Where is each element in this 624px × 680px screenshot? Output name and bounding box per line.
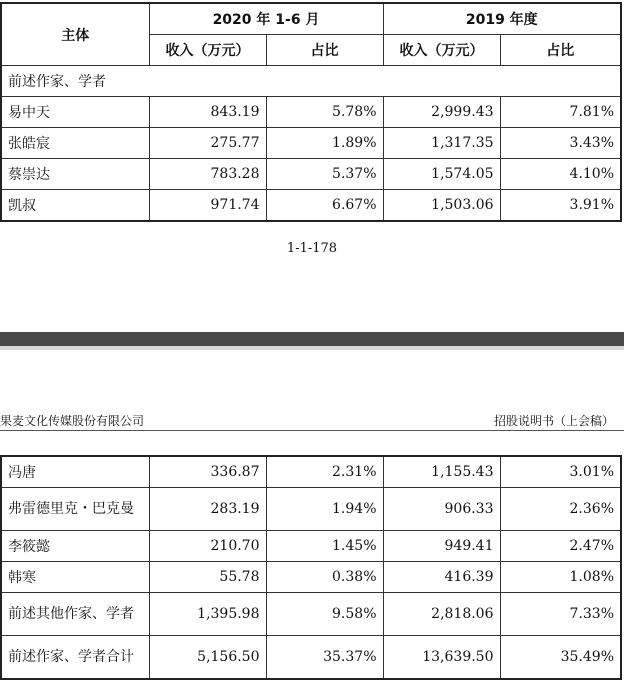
page-break-divider	[0, 332, 624, 346]
author-name: 易中天	[1, 97, 149, 128]
section-row	[1, 66, 621, 97]
share-value: 3.43%	[500, 128, 621, 159]
table-row	[1, 190, 621, 222]
revenue-value: 1,317.35	[383, 128, 500, 159]
revenue-value: 1,574.05	[383, 159, 500, 190]
revenue-table-top	[0, 2, 622, 222]
author-name: 前述其他作家、学者	[1, 593, 149, 636]
share-header: 占比	[266, 35, 383, 66]
share-value: 3.91%	[500, 190, 621, 222]
share-value: 2.36%	[500, 488, 621, 531]
revenue-value: 210.70	[149, 531, 266, 562]
share-value: 7.81%	[500, 97, 621, 128]
revenue-header: 收入（万元）	[383, 35, 500, 66]
revenue-value: 906.33	[383, 488, 500, 531]
revenue-value: 2,999.43	[383, 97, 500, 128]
share-value: 6.67%	[266, 190, 383, 222]
table-row	[1, 128, 621, 159]
table-row	[1, 593, 621, 636]
header-row-periods	[1, 3, 621, 35]
author-name: 张皓宸	[1, 128, 149, 159]
revenue-value: 55.78	[149, 562, 266, 593]
revenue-value: 1,503.06	[383, 190, 500, 222]
revenue-value: 2,818.06	[383, 593, 500, 636]
header-rule	[0, 430, 624, 431]
share-value: 3.01%	[500, 456, 621, 488]
page-number: 1-1-178	[286, 241, 338, 256]
section-label: 前述作家、学者	[1, 66, 621, 97]
share-value: 2.31%	[266, 456, 383, 488]
share-value: 1.94%	[266, 488, 383, 531]
author-name: 凯叔	[1, 190, 149, 222]
table-row	[1, 159, 621, 190]
table-row	[1, 97, 621, 128]
revenue-value: 275.77	[149, 128, 266, 159]
period1-header: 2020 年 1-6 月	[149, 3, 383, 35]
revenue-value: 283.19	[149, 488, 266, 531]
share-value: 35.49%	[500, 636, 621, 680]
entity-header: 主体	[1, 3, 149, 66]
table-row	[1, 456, 621, 488]
table-row	[1, 531, 621, 562]
author-name: 冯唐	[1, 456, 149, 488]
share-value: 9.58%	[266, 593, 383, 636]
author-name: 蔡崇达	[1, 159, 149, 190]
revenue-value: 1,155.43	[383, 456, 500, 488]
page-break-shadow	[0, 346, 624, 350]
period2-header: 2019 年度	[383, 3, 621, 35]
revenue-header: 收入（万元）	[149, 35, 266, 66]
revenue-value: 843.19	[149, 97, 266, 128]
share-header: 占比	[500, 35, 621, 66]
total-row	[1, 636, 621, 680]
share-value: 1.08%	[500, 562, 621, 593]
revenue-value: 971.74	[149, 190, 266, 222]
company-name: 果麦文化传媒股份有限公司	[0, 414, 145, 428]
revenue-value: 1,395.98	[149, 593, 266, 636]
share-value: 1.89%	[266, 128, 383, 159]
table-row	[1, 488, 621, 531]
revenue-table-bottom	[0, 455, 622, 680]
revenue-value: 949.41	[383, 531, 500, 562]
author-name: 韩寒	[1, 562, 149, 593]
document-type: 招股说明书（上会稿）	[493, 414, 614, 428]
share-value: 7.33%	[500, 593, 621, 636]
total-label: 前述作家、学者合计	[1, 636, 149, 680]
author-name: 李筱懿	[1, 531, 149, 562]
table-row	[1, 562, 621, 593]
revenue-value: 416.39	[383, 562, 500, 593]
share-value: 5.78%	[266, 97, 383, 128]
revenue-value: 336.87	[149, 456, 266, 488]
revenue-value: 13,639.50	[383, 636, 500, 680]
share-value: 4.10%	[500, 159, 621, 190]
share-value: 0.38%	[266, 562, 383, 593]
share-value: 35.37%	[266, 636, 383, 680]
revenue-value: 5,156.50	[149, 636, 266, 680]
share-value: 1.45%	[266, 531, 383, 562]
revenue-value: 783.28	[149, 159, 266, 190]
author-name: 弗雷德里克・巴克曼	[1, 488, 149, 531]
share-value: 5.37%	[266, 159, 383, 190]
share-value: 2.47%	[500, 531, 621, 562]
